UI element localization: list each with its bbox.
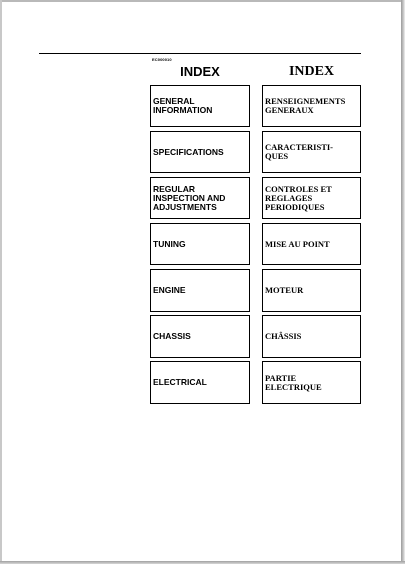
header-rule xyxy=(39,53,361,54)
index-entry-chassis[interactable] xyxy=(150,315,250,358)
index-entry-moteur[interactable] xyxy=(262,269,361,312)
index-entry-label: MISE AU POINT xyxy=(265,238,330,249)
index-entry-partie-electrique[interactable] xyxy=(262,361,361,404)
index-entry-label: SPECIFICATIONS xyxy=(153,146,224,157)
index-entry-engine[interactable] xyxy=(150,269,250,312)
index-entry-label: PARTIE ELECTRIQUE xyxy=(265,372,322,392)
index-entry-label: CONTROLES ET REGLAGES PERIODIQUES xyxy=(265,183,332,212)
index-entry-electrical[interactable] xyxy=(150,361,250,404)
index-entry-specifications[interactable] xyxy=(150,131,250,173)
index-entry-label: REGULAR INSPECTION AND ADJUSTMENTS xyxy=(153,183,226,212)
index-entry-regular-inspection[interactable] xyxy=(150,177,250,219)
index-entry-label: GENERAL INFORMATION xyxy=(153,96,213,115)
index-entry-mise-au-point[interactable] xyxy=(262,223,361,265)
page-border-top xyxy=(0,0,405,2)
index-entry-label: ELECTRICAL xyxy=(153,377,207,387)
index-entry-controles-reglages[interactable] xyxy=(262,177,361,219)
index-entry-label: CARACTERISTI- QUES xyxy=(265,142,334,161)
index-entry-label: MOTEUR xyxy=(265,285,304,295)
index-entry-label: ENGINE xyxy=(153,285,186,295)
page-border-left xyxy=(0,0,2,564)
index-entry-label: CHÂSSIS xyxy=(265,331,302,341)
index-entry-label: TUNING xyxy=(153,238,186,249)
index-entry-renseignements-generaux[interactable] xyxy=(262,85,361,127)
section-code: EC000010 xyxy=(152,57,172,62)
index-entry-caracteristiques[interactable] xyxy=(262,131,361,173)
index-entry-tuning[interactable] xyxy=(150,223,250,265)
index-entry-label: CHASSIS xyxy=(153,331,191,341)
index-heading-french: INDEX xyxy=(288,64,335,79)
index-entry-label: RENSEIGNEMENTS GENERAUX xyxy=(265,96,346,115)
index-entry-chassis-fr[interactable] xyxy=(262,315,361,358)
index-heading-english: INDEX xyxy=(180,64,220,79)
index-entry-general-information[interactable] xyxy=(150,85,250,127)
page-shadow-right xyxy=(401,0,405,564)
